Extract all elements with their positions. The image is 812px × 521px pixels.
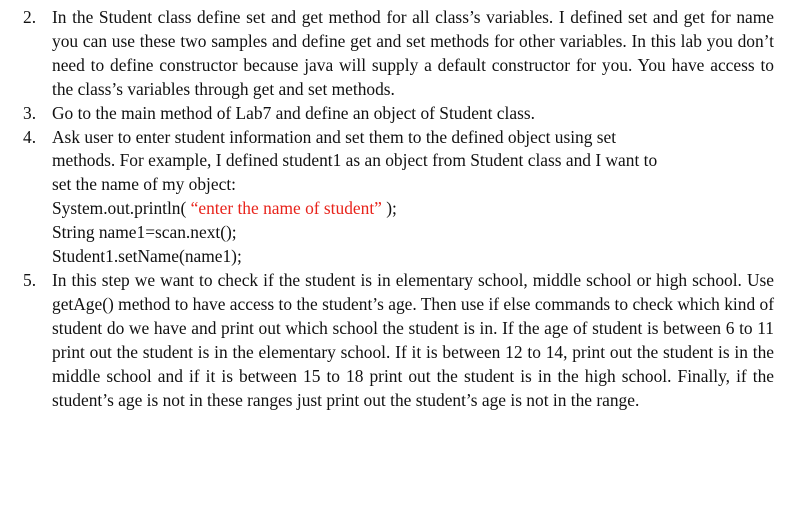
list-item-2 bbox=[0, 6, 812, 102]
code-line-scan: String name1=scan.next(); bbox=[52, 222, 237, 243]
document-body bbox=[0, 6, 812, 412]
item-text: In this step we want to check if the student is in elementary school, middle school or high school. Use getAge() method to have access to the student’s age. Then use if else commands to check which kind of student do we have and print out which school the student is in. If the age of student is between 6 to 11 print out the student is in the elementary school. If it is between 12 to 14, print out the student is in the middle school and if it is between 15 to 18 print out the student is in the high school. Finally, if the student’s age is not in these ranges just print out the student’s age is not in the range. bbox=[52, 269, 774, 410]
list-item-4 bbox=[0, 126, 812, 269]
item-number: 3. bbox=[23, 102, 37, 123]
code-line-println bbox=[52, 197, 774, 221]
item-text-line: methods. For example, I defined student1 as an object from Student class and I want to bbox=[52, 150, 658, 171]
item-number: 5. bbox=[23, 269, 37, 290]
item-text: Go to the main method of Lab7 and define an object of Student class. bbox=[52, 102, 535, 123]
item-text: In the Student class define set and get method for all class’s variables. I defined set and get for name you can use these two samples and define get and set methods for other variables. In this lab you don’t need to define constructor because java will supply a default constructor for you. You have access to the class’s variables through get and set methods. bbox=[52, 7, 774, 99]
item-number: 4. bbox=[23, 126, 37, 147]
item-text-line: Ask user to enter student information and set them to the defined object using set bbox=[52, 126, 617, 147]
item-text-line: set the name of my object: bbox=[52, 174, 236, 195]
list-item-5 bbox=[0, 269, 812, 412]
code-line-setname: Student1.setName(name1); bbox=[52, 246, 242, 267]
code-println-suffix: ); bbox=[381, 198, 397, 219]
code-println-prefix: System.out.println( bbox=[52, 198, 191, 219]
item-number: 2. bbox=[23, 7, 37, 27]
list-item-3 bbox=[0, 102, 812, 126]
code-string-literal: “enter the name of student” bbox=[190, 198, 382, 219]
